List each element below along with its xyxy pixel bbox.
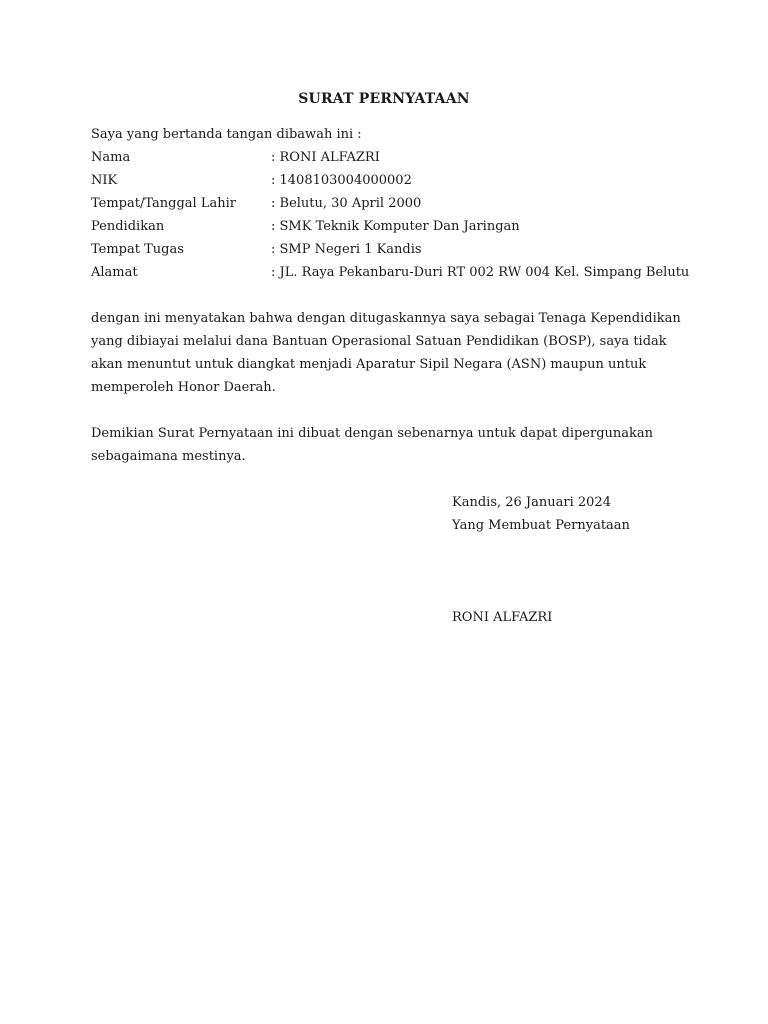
signature-name: RONI ALFAZRI <box>452 610 553 625</box>
field-label: Alamat <box>91 265 138 280</box>
field-label: Tempat/Tanggal Lahir <box>91 196 236 211</box>
field-value: : SMP Negeri 1 Kandis <box>271 242 422 257</box>
field-value: : JL. Raya Pekanbaru-Duri RT 002 RW 004 Kel. Simpang Belutu <box>271 265 690 280</box>
field-value: : 1408103004000002 <box>271 173 412 188</box>
closing-line: Demikian Surat Pernyataan ini dibuat dengan sebenarnya untuk dapat dipergunakan <box>91 426 654 441</box>
signature-place-date: Kandis, 26 Januari 2024 <box>452 495 611 510</box>
field-value: : Belutu, 30 April 2000 <box>271 196 422 211</box>
statement-line: akan menuntut untuk diangkat menjadi Aparatur Sipil Negara (ASN) maupun untuk <box>91 357 647 372</box>
statement-line: memperoleh Honor Daerah. <box>91 380 276 395</box>
document-title: SURAT PERNYATAAN <box>298 91 470 107</box>
intro-text: Saya yang bertanda tangan dibawah ini : <box>91 127 362 142</box>
statement-line: yang dibiayai melalui dana Bantuan Operasional Satuan Pendidikan (BOSP), saya tidak <box>91 334 667 349</box>
field-value: : RONI ALFAZRI <box>271 150 380 165</box>
statement-line: dengan ini menyatakan bahwa dengan ditugaskannya saya sebagai Tenaga Kependidikan <box>91 311 681 326</box>
field-value: : SMK Teknik Komputer Dan Jaringan <box>271 219 520 234</box>
signature-role: Yang Membuat Pernyataan <box>452 518 630 533</box>
field-label: Pendidikan <box>91 219 165 234</box>
field-label: NIK <box>91 173 118 188</box>
closing-line: sebagaimana mestinya. <box>91 449 246 464</box>
field-label: Tempat Tugas <box>91 242 184 257</box>
field-label: Nama <box>91 150 131 165</box>
